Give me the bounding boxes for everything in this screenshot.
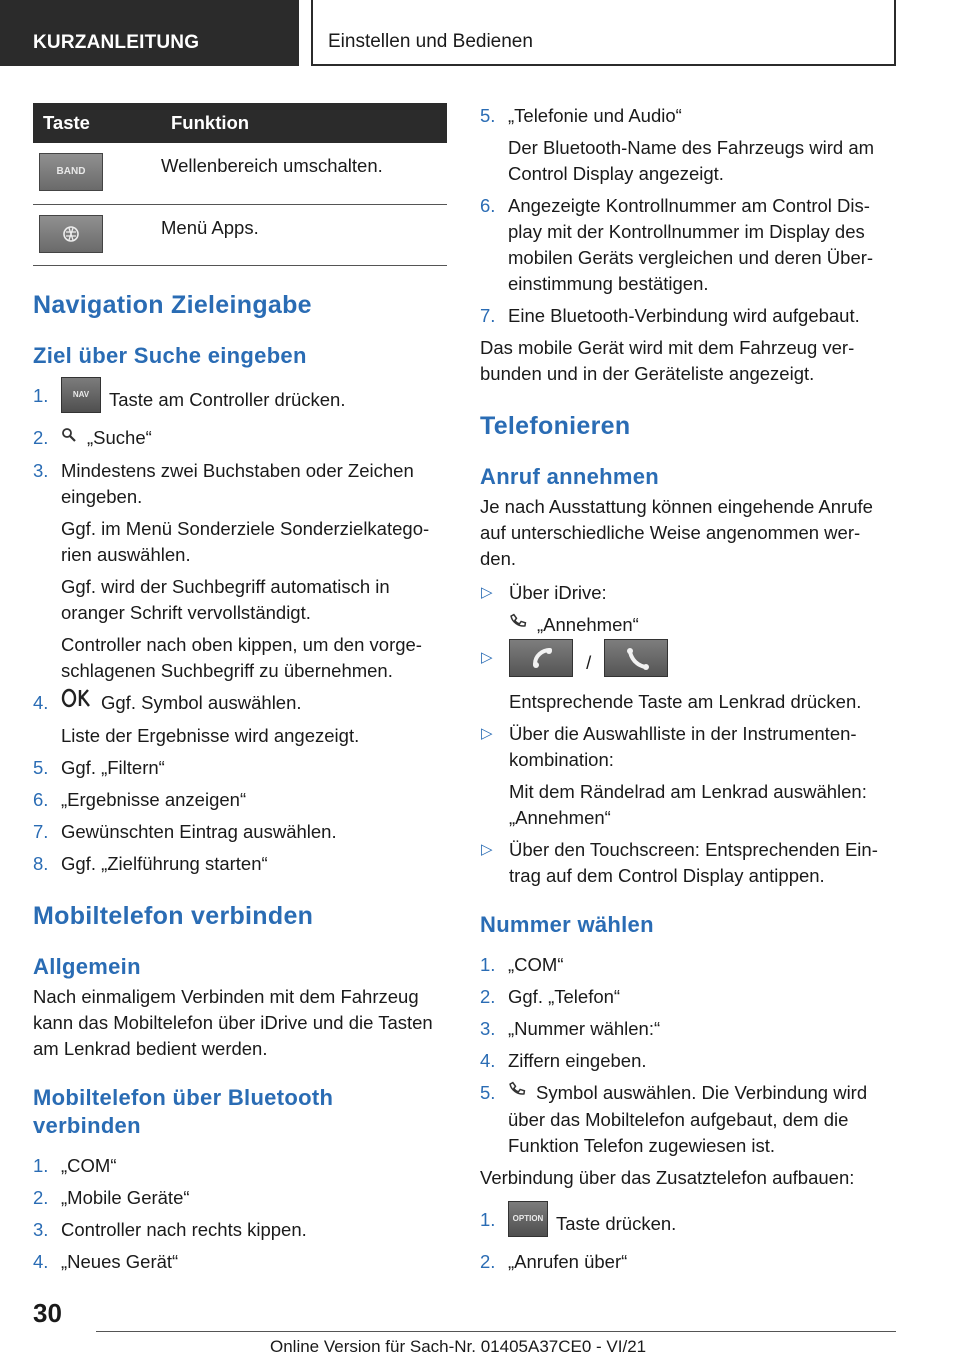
table-row [33,204,447,265]
list-item: ▷ Über den Touchscreen: Entsprechenden Ein‐ trag auf dem Control Display antippen. [481,839,878,887]
subheading-dial: Nummer wählen [480,912,654,938]
extra-phone-steps [480,1207,896,1275]
list-item: 2. Ggf. „Telefon“ [480,986,621,1008]
heading-phone: Telefonieren [480,412,631,440]
subheading-search: Ziel über Suche eingeben [33,342,307,368]
list-item: 3. Controller nach rechts kippen. [33,1219,307,1241]
band-button-icon: BAND [39,153,103,191]
list-item: ▷ / Entsprechende Taste am Lenkrad drücken. [480,645,896,715]
list-item: 1. OPTION Taste drücken. [480,1207,896,1243]
bluetooth-steps-left [33,1153,447,1275]
list-item: 6. „Ergebnisse anzeigen“ [33,789,247,811]
general-text: Nach einmaligem Verbinden mit dem Fahrzeug kann das Mobiltelefon über iDrive und die Tasten am Lenkrad bedient werden. [33,986,433,1060]
list-item: 5. Symbol auswählen. Die Verbindung wird über das Mobiltelefon aufgebaut, dem die Funktion Telefon zugewiesen ist. [480,1080,896,1159]
heading-mobile: Mobiltelefon verbinden [33,902,314,931]
list-item: 1. „COM“ [33,1155,117,1177]
answer-text: Je nach Ausstattung können eingehende Anrufe auf unterschiedliche Weise angenommen wer‐ den. [480,496,873,569]
list-item: 4. Ggf. Symbol auswählen. Liste der Ergebnisse wird angezeigt. [33,690,447,750]
accept-call-button-icon [509,639,573,677]
nav-key-icon: NAV [61,377,101,413]
list-item: 7. Gewünschten Eintrag auswählen. [33,821,337,843]
list-item: 3. Mindestens zwei Buchstaben oder Zeichen eingeben. Ggf. im Menü Sonderziele Sonderzielkatego‐ rien auswählen. Ggf. wird der Suchbegriff automatisch in oranger Schrift vervollständigt. Controller nach oben kippen, um den vorge‐ schlagenen Suchbegriff zu übernehmen. [33,459,430,681]
steering-phone-button-icon [604,639,668,677]
extra-phone-text: Verbindung über das Zusatztelefon aufbauen: [480,1167,855,1189]
table-header-function: Funktion [161,103,447,143]
list-item: ▷ Über iDrive: „Annehmen“ [480,580,896,639]
list-item: 4. Ziffern eingeben. [480,1050,647,1072]
subheading-general: Allgemein [33,954,141,980]
list-item: 4. „Neues Gerät“ [33,1251,179,1273]
option-key-icon: OPTION [508,1201,548,1237]
list-item: 1. NAV Taste am Controller drücken. [33,383,447,419]
key-function-table [33,103,447,266]
list-item: 2. „Suche“ [33,425,447,452]
subheading-bluetooth: Mobiltelefon über Bluetooth verbinden [33,1085,334,1139]
ok-icon [61,688,91,715]
header-section: KURZANLEITUNG [0,0,299,66]
connected-text: Das mobile Gerät wird mit dem Fahrzeug ver‐ bunden und in der Geräteliste angezeigt. [480,337,855,384]
header-chapter: Einstellen und Bedienen [311,0,896,66]
table-cell-function: Menü Apps. [161,204,447,265]
search-icon [61,424,77,450]
page-number: 30 [33,1298,62,1328]
list-item: 6. Angezeigte Kontrollnummer am Control Dis‐ play mit der Kontrollnummer im Display des mobilen Geräts vergleichen und deren Über‐ einstimmung bestätigen. [480,195,874,294]
answer-options [480,580,896,889]
dial-steps [480,952,896,1159]
list-item: 7. Eine Bluetooth-Verbindung wird aufgebaut. [480,305,860,326]
apps-button-icon [39,215,103,253]
footer-divider [96,1331,896,1332]
nav-steps [33,383,447,878]
list-item: ▷ Über die Auswahlliste in der Instrumenten‐ kombination: Mit dem Rändelrad am Lenkrad auswählen: „Annehmen“ [481,723,867,829]
table-cell-function: Wellenbereich umschalten. [161,143,447,204]
table-row [33,143,447,204]
list-item: 1. „COM“ [480,954,564,976]
subheading-answer: Anruf annehmen [480,464,659,489]
bluetooth-steps-right [480,103,896,329]
table-header-key: Taste [33,103,161,143]
list-item: 5. „Telefonie und Audio“ Der Bluetooth-Name des Fahrzeugs wird am Control Display angezeigt. [480,105,875,184]
right-column [480,103,896,1281]
list-item: 2. „Anrufen über“ [480,1251,628,1273]
phone-icon [508,1079,526,1105]
left-column [33,103,447,1281]
footer-text: Online Version für Sach-Nr. 01405A37CE0 - VI/21 [270,1337,647,1356]
list-item: 8. Ggf. „Zielführung starten“ [33,853,268,875]
list-item: 2. „Mobile Geräte“ [33,1187,190,1209]
list-item: 5. Ggf. „Filtern“ [33,757,165,779]
heading-navigation: Navigation Zieleingabe [33,290,312,319]
phone-icon [509,611,527,637]
list-item: 3. „Nummer wählen:“ [480,1018,661,1040]
